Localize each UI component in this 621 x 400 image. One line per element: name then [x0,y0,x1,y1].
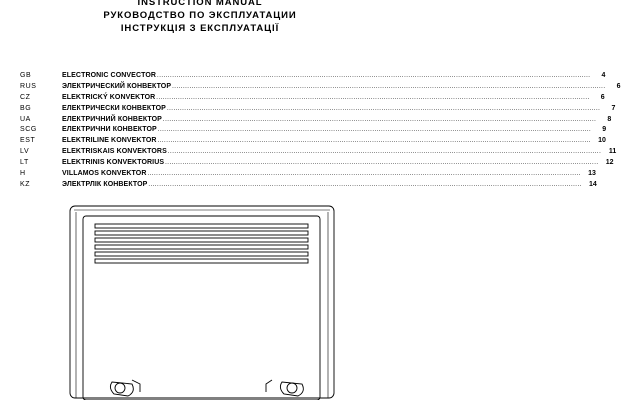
language-code: CZ [20,93,31,101]
right-foot [280,382,303,396]
dot-leader: ........................................................................................................................................................................................................ [172,83,606,90]
dot-leader: ........................................................................................................................................................................................................ [148,181,582,188]
right-foot-bracket [266,380,272,392]
section-name: ELEKTRILINE KONVEKTOR [62,137,157,145]
section-name: ELEKTRISKAIS KONVEKTORS [62,148,167,156]
section-name: ELEKTRICKÝ KONVEKTOR [62,93,156,101]
grille-slat [95,238,308,242]
language-code: BG [20,104,32,112]
language-code: KZ [20,180,31,188]
language-code: RUS [20,82,37,90]
heater-feet [110,380,303,396]
dot-leader: ........................................................................................................................................................................................................ [166,105,601,112]
language-code: UA [20,115,31,123]
page-number: 11 [608,148,617,156]
section-name: ЕЛЕКТРИЧНИЙ КОНВЕКТОР [62,115,162,123]
heater-front-panel [83,216,320,400]
grille-slat [95,259,308,263]
page-number: 7 [611,104,616,112]
language-code: LT [20,159,29,167]
language-code: SCG [20,126,37,134]
page-number: 12 [605,159,614,167]
grille-slat [95,231,308,235]
section-name: ЕЛЕКТРИЧНИ КОНВЕКТОР [62,126,157,134]
dot-leader: ........................................................................................................................................................................................................ [147,171,581,178]
page-number: 10 [598,137,606,145]
section-name: ELECTRONIC CONVECTOR [62,72,157,79]
right-wheel-icon [287,383,297,393]
page-number: 6 [616,82,621,90]
dot-leader: ........................................................................................................................................................................................................ [162,116,597,123]
page-number: 13 [588,170,596,178]
grille-slat [95,245,308,249]
grille-slat [95,252,308,256]
dot-leader: ........................................................................................................................................................................................................ [167,149,602,156]
dot-leader: ........................................................................................................................................................................................................ [157,138,591,145]
dot-leader: ........................................................................................................................................................................................................ [165,160,599,167]
language-code: EST [20,137,36,145]
dot-leader: ........................................................................................................................................................................................................ [157,73,591,79]
dot-leader: ........................................................................................................................................................................................................ [157,127,592,134]
heater-grille [95,224,308,263]
language-code: LV [20,148,30,156]
page-number: 14 [589,180,597,188]
language-code: H [20,170,26,178]
grille-slat [95,224,308,228]
section-name: ЕЛЕКТРИЧЕСКИ КОНВЕКТОР [62,104,166,112]
title-en: INSTRUCTION MANUAL [137,0,263,8]
page-number: 8 [607,115,612,123]
title-ua: ІНСТРУКЦІЯ З ЕКСПЛУАТАЦІЇ [120,23,280,34]
section-name: ЭЛЕКТРЛІК КОНВЕКТОР [62,180,148,188]
page-number: 4 [601,72,606,79]
left-wheel-icon [115,383,125,393]
left-foot [110,382,133,396]
section-name: VILLAMOS KONVEKTOR [62,170,147,178]
page-number: 9 [602,126,607,134]
dot-leader: ........................................................................................................................................................................................................ [156,94,590,101]
page-number: 6 [600,93,605,101]
section-name: ELEKTRINIS KONVEKTORIUS [62,159,165,167]
title-ru: РУКОВОДСТВО ПО ЭКСПЛУАТАЦИИ [103,10,297,21]
language-code: GB [20,72,32,79]
section-name: ЭЛЕКТРИЧЕСКИЙ КОНВЕКТОР [62,82,172,90]
